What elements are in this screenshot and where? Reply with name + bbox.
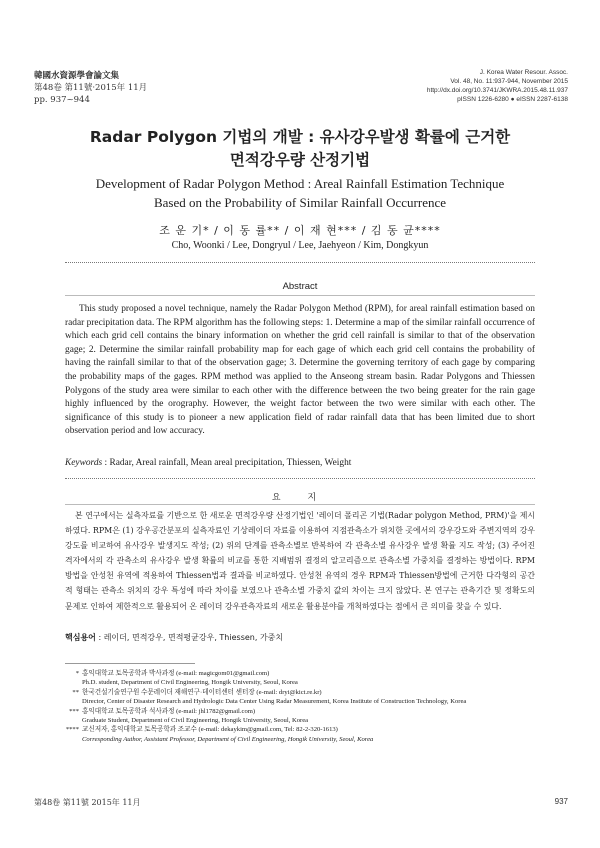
- title-ko-line2: 면적강우량 산정기법: [229, 151, 371, 169]
- footnote-3: *** 홍익대학교 토목공학과 석사과정 (e-mail: jhl1782@gmail.com): [69, 707, 256, 715]
- footnote-2: ** 한국건설기술연구원 수문레이더 재해연구·데이터센터 센터장 (e-mail: dryi@kict.re.kr): [72, 688, 322, 696]
- authors-english: Cho, Woonki / Lee, Dongryul / Lee, Jaehyeon / Kim, Dongkyun: [171, 240, 429, 251]
- doi-link[interactable]: http://dx.doi.org/10.3741/JKWRA.2015.48.11.937: [426, 87, 568, 94]
- issn: pISSN 1226-6280 ● eISSN 2287-6138: [457, 96, 568, 103]
- journal-header-left: [34, 70, 147, 106]
- title-ko-line1: Radar Polygon 기법의 개발 : 유사강우발생 확률에 근거한: [89, 128, 511, 146]
- title-english: [0, 174, 600, 212]
- footnote-1-en: Ph.D. student, Department of Civil Engineering, Hongik University, Seoul, Korea: [82, 679, 298, 687]
- keywords-list: : Radar, Areal rainfall, Mean areal precipitation, Thiessen, Weight: [102, 458, 352, 468]
- footnote-rule: [65, 663, 195, 664]
- footnote-1: * 홍익대학교 토목공학과 박사과정 (e-mail: magicgom01@gmail.com): [75, 670, 270, 677]
- footnote-2-en: Director, Center of Disaster Research and Hydrologic Data Center Using Radar Measurement, Korea Institute of Construction Technology, Korea: [82, 698, 467, 706]
- divider: [65, 262, 535, 263]
- divider: [65, 504, 535, 505]
- keywords-label: Keywords: [65, 458, 103, 468]
- page-number: 937: [554, 797, 568, 806]
- abstract-text: This study proposed a novel technique, namely the Radar Polygon Method (RPM), for areal rainfall estimation based on radar precipitation data. The RPM algorithm has the following steps: 1. Determine a map of the similar rainfall occurrence of which each grid cell contains the binary information on whether the grid cell rainfall is similar to that of the observation gage; 2. Determine the similar rainfall probability map for each gage of which each grid cell contains the probability of having the rainfall similar to that of the observation gage; 3. Determine the governing territory of each gage by comparing the probability maps of the gages. RPM method was applied to the Anseong stream basin. Radar Polygons and Thiessen Polygons of the study area were similar to each other with the difference between the two being greater for the rain gage highly influenced by the orography. However, the weight factor between the two were similar with each other. The significance of this study is to pioneer a new application field of radar rainfall data that has been limited due to short observation period and low accuracy.: [65, 304, 535, 437]
- journal-name-en: J. Korea Water Resour. Assoc.: [479, 69, 568, 76]
- title-en-line1: Development of Radar Polygon Method : Areal Rainfall Estimation Technique: [95, 176, 505, 191]
- journal-name-ko: 韓國水資源學會論文集: [34, 71, 120, 81]
- title-korean: [0, 126, 600, 172]
- page-range: pp. 937~944: [34, 95, 90, 105]
- keywords: [65, 458, 535, 468]
- footnotes: [65, 669, 535, 744]
- korean-abstract-text: 본 연구에서는 실측자료를 기반으로 한 새로운 면적강우량 산정기법인 '레이더 폴리곤 기법(Radar polygon Method, PRM)'을 제시하였다. RPM은 (1) 강우공간분포의 실측자료인 기상레이더 자료를 이용하여 지점관측소가 위치한 곳에서의 강우강도와 주변지역의 강우강도를 비교하여 유사강우 발생지도 작성; (2) 위의 단계를 관측소별로 반복하여 각 관측소별 유사강우 발생 확률 지도 작성; (3) 주어진 격자에서의 각 관측소의 유사강우 발생 확률의 비교를 통한 지배범위 결정의 알고리즘으로 관측소별 가중치를 결정하는 방법이다. RPM 방법을 안성천 유역에 적용하여 Thiessen법과 결과를 비교하였다. 안성천 유역의 경우 RPM과 Thiessen방법에 근거한 다각형의 공간적 형태는 관측소 위치의 강우 특성에 따라 차이를 보였으나 관측소별 가중치 값의 차이는 크지 않았다. 본 연구는 관측기간 및 정확도의 문제로 인하여 제한적으로 활용되어 온 레이더 강우관측자료의 새로운 활용분야를 개척하였다는 점에서 큰 의미를 찾을 수 있다.: [65, 511, 535, 611]
- journal-header-right: [427, 68, 568, 104]
- title-en-line2: Based on the Probability of Similar Rainfall Occurrence: [153, 195, 447, 210]
- divider: [65, 295, 535, 296]
- authors-korean: 조 운 기* / 이 동 률** / 이 재 현*** / 김 동 균****: [159, 224, 441, 237]
- footnote-4-en: Corresponding Author, Assistant Professor, Department of Civil Engineering, Hongik University, Seoul, Korea: [82, 735, 374, 743]
- volume-en: Vol. 48, No. 11:937-944, November 2015: [450, 78, 568, 85]
- abstract-heading: Abstract: [282, 281, 318, 292]
- korean-keywords-label: 핵심용어: [65, 633, 96, 642]
- korean-keywords-list: : 레이더, 면적강우, 면적평균강우, Thiessen, 가중치: [95, 633, 284, 642]
- yoji-heading: 요 지: [271, 493, 329, 503]
- divider: [65, 478, 535, 479]
- footnote-4: **** 교신저자, 홍익대학교 토목공학과 조교수 (e-mail: dekaykim@gmail.com, Tel: 82-2-320-1613): [65, 726, 338, 734]
- footnote-3-en: Graduate Student, Department of Civil Engineering, Hongik University, Seoul, Korea: [82, 717, 309, 725]
- volume-ko: 第48卷 第11號·2015年 11月: [34, 83, 148, 93]
- korean-keywords: [65, 632, 535, 643]
- footer-volume: 第48卷 第11號 2015年 11月: [34, 798, 141, 807]
